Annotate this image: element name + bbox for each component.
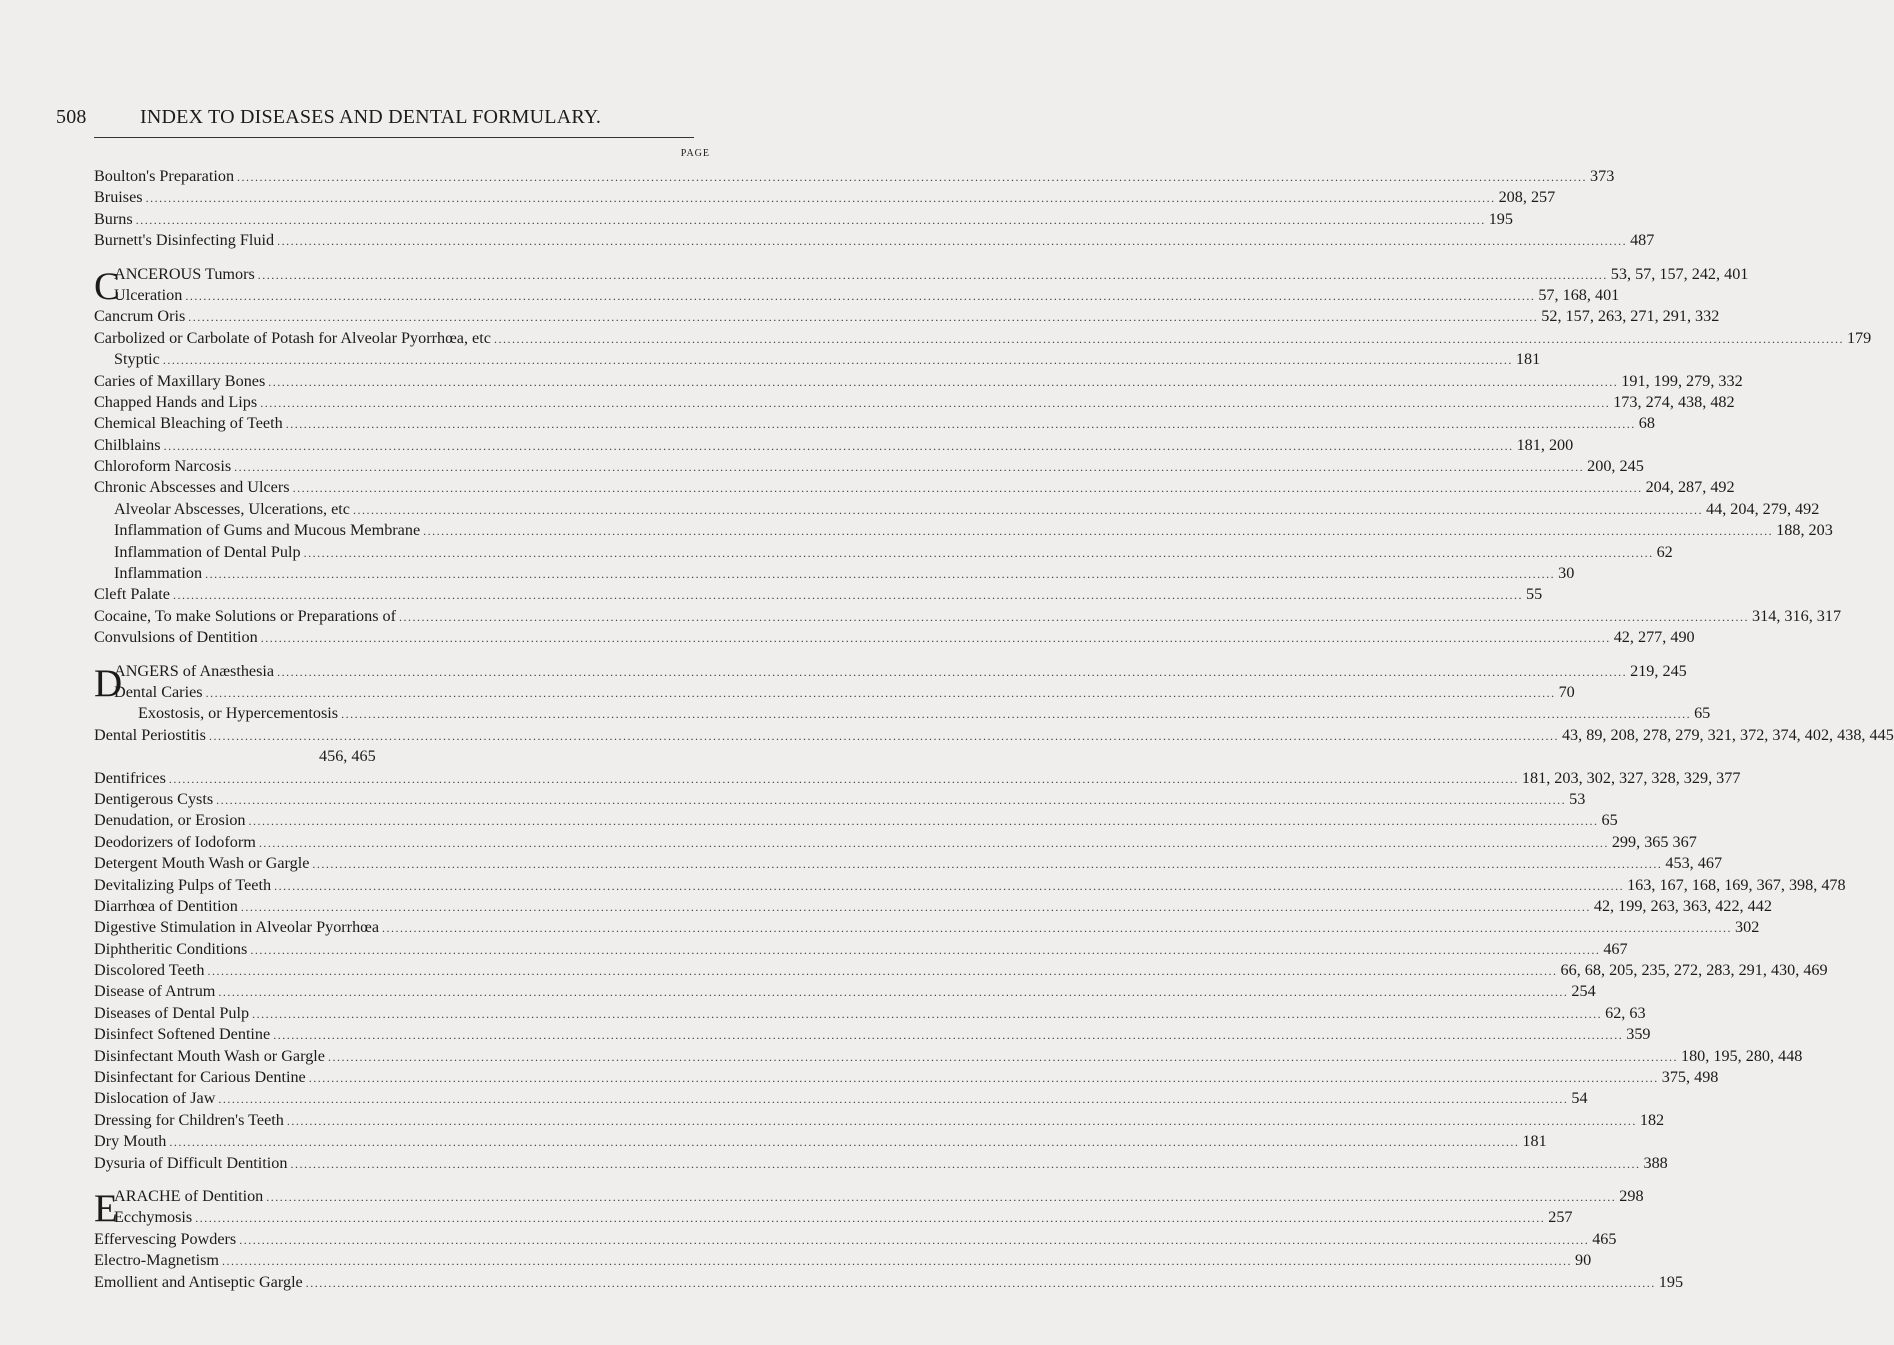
index-entry [94, 499, 1820, 520]
entry-label: Disinfectant Mouth Wash or Gargle [94, 1046, 325, 1065]
entry-label: Exostosis, or Hypercementosis [138, 704, 339, 723]
index-entry [94, 349, 1541, 370]
dot-leader: ............................................................................................................................................................................................................................................................................................................ [145, 191, 1496, 206]
dot-leader: ............................................................................................................................................................................................................................................................................................................ [260, 631, 1611, 646]
index-entry [94, 413, 1655, 434]
entry-pages: 219, 245 [1630, 661, 1687, 680]
entry-pages: 487 [1630, 231, 1655, 250]
page-column-label: PAGE [680, 148, 710, 159]
running-head [56, 106, 746, 134]
entry-label: Burns [94, 209, 133, 228]
entry-label: Dysuria of Difficult Dentition [94, 1153, 288, 1172]
entry-label: Emollient and Antiseptic Gargle [94, 1272, 303, 1291]
dot-leader: ............................................................................................................................................................................................................................................................................................................ [234, 460, 1585, 475]
dot-leader: ............................................................................................................................................................................................................................................................................................................ [205, 685, 1556, 700]
index-entry [94, 960, 1828, 981]
dot-leader: ............................................................................................................................................................................................................................................................................................................ [277, 234, 1628, 249]
entry-label: Discolored Teeth [94, 961, 205, 980]
header-rule [94, 137, 694, 138]
entry-pages: 65 [1694, 704, 1711, 723]
entry-label: Dislocation of Jaw [94, 1089, 216, 1108]
dot-leader: ............................................................................................................................................................................................................................................................................................................ [163, 438, 1514, 453]
index-entry [94, 810, 1618, 831]
entry-label: Chapped Hands and Lips [94, 392, 258, 411]
index-entry [94, 768, 1741, 789]
entry-label: Chloroform Narcosis [94, 457, 232, 476]
entry-label: Chemical Bleaching of Teeth [94, 414, 283, 433]
drop-cap-letter: C [94, 264, 121, 308]
dot-leader: ............................................................................................................................................................................................................................................................................................................ [268, 374, 1619, 389]
entry-pages: 188, 203 [1776, 521, 1833, 540]
entry-pages: 57, 168, 401 [1538, 285, 1620, 304]
entry-pages: 54 [1571, 1089, 1588, 1108]
index-entry [94, 627, 1695, 648]
entry-pages: 173, 274, 438, 482 [1613, 392, 1735, 411]
entry-pages: 181, 203, 302, 327, 328, 329, 377 [1521, 768, 1741, 787]
index-entry [94, 746, 711, 767]
dot-leader: ............................................................................................................................................................................................................................................................................................................ [169, 1135, 1520, 1150]
entry-label: Bruises [94, 188, 143, 207]
dot-leader: ............................................................................................................................................................................................................................................................................................................ [399, 609, 1750, 624]
index-entry [94, 584, 1543, 605]
dot-leader: ............................................................................................................................................................................................................................................................................................................ [274, 878, 1625, 893]
entry-pages: 65 [1601, 811, 1618, 830]
entry-label: Chilblains [94, 435, 161, 454]
entry-label: Devitalizing Pulps of Teeth [94, 875, 272, 894]
entry-pages: 43, 89, 208, 278, 279, 321, 372, 374, 402, 438, 445 [1561, 725, 1894, 744]
entry-pages: 68 [1638, 414, 1655, 433]
index-entry [94, 285, 1620, 306]
entry-label: Disinfectant for Carious Dentine [94, 1068, 306, 1087]
entry-pages: 195 [1488, 209, 1513, 228]
entry-label: Diarrhœa of Dentition [94, 896, 238, 915]
entry-label: Dental Periostitis [94, 725, 206, 744]
entry-pages: 70 [1558, 682, 1575, 701]
dot-leader: ............................................................................................................................................................................................................................................................................................................ [303, 545, 1654, 560]
entry-pages: 191, 199, 279, 332 [1621, 371, 1743, 390]
index-entry [94, 477, 1735, 498]
index-entries [94, 166, 1894, 1293]
dot-leader: ............................................................................................................................................................................................................................................................................................................ [257, 267, 1608, 282]
dot-leader: ............................................................................................................................................................................................................................................................................................................ [308, 1071, 1659, 1086]
dot-leader: ............................................................................................................................................................................................................................................................................................................ [239, 1232, 1590, 1247]
index-entry [94, 1110, 1665, 1131]
index-entry [94, 542, 1673, 563]
index-entry [94, 853, 1723, 874]
entry-label: Effervescing Powders [94, 1229, 237, 1248]
entry-label: Disinfect Softened Dentine [94, 1025, 271, 1044]
dot-leader: ............................................................................................................................................................................................................................................................................................................ [252, 1006, 1603, 1021]
page-number: 508 [56, 106, 87, 128]
entry-pages: 62 [1656, 542, 1673, 561]
index-entry [94, 939, 1628, 960]
entry-pages: 467 [1603, 939, 1628, 958]
index-entry [94, 1003, 1646, 1024]
index-entry [94, 1153, 1668, 1174]
index-entry [94, 1088, 1588, 1109]
entry-pages: 181 [1522, 1132, 1547, 1151]
dot-leader: ............................................................................................................................................................................................................................................................................................................ [221, 1254, 1572, 1269]
entry-pages: 53, 57, 157, 242, 401 [1610, 264, 1749, 283]
entry-label: Ecchymosis [114, 1208, 193, 1227]
entry-label: Dentigerous Cysts [94, 789, 214, 808]
index-entry [94, 166, 1615, 187]
index-entry [94, 1131, 1547, 1152]
entry-label: Cancrum Oris [94, 307, 186, 326]
entry-label: ANCEROUS Tumors [114, 264, 255, 283]
index-entry [94, 230, 1655, 251]
entry-label: Carbolized or Carbolate of Potash for Alveolar Pyorrhœa, etc [94, 328, 491, 347]
index-entry [94, 563, 1575, 584]
dot-leader: ............................................................................................................................................................................................................................................................................................................ [305, 1275, 1656, 1290]
dot-leader: ............................................................................................................................................................................................................................................................................................................ [237, 170, 1588, 184]
index-entry [94, 789, 1586, 810]
dot-leader: ............................................................................................................................................................................................................................................................................................................ [493, 331, 1844, 346]
entry-label: Dentifrices [94, 768, 166, 787]
entry-pages: 254 [1571, 982, 1596, 1001]
entry-pages: 52, 157, 263, 271, 291, 332 [1541, 307, 1720, 326]
entry-label: Caries of Maxillary Bones [94, 371, 266, 390]
entry-label: Dressing for Children's Teeth [94, 1110, 284, 1129]
dot-leader: ............................................................................................................................................................................................................................................................................................................ [208, 728, 1559, 743]
entry-pages: 163, 167, 168, 169, 367, 398, 478 [1627, 875, 1846, 894]
entry-label: Diphtheritic Conditions [94, 939, 248, 958]
entry-label: Inflammation of Gums and Mucous Membrane [114, 521, 421, 540]
entry-label: Alveolar Abscesses, Ulcerations, etc [114, 499, 350, 518]
index-entry [94, 1272, 1684, 1293]
dot-leader: ............................................................................................................................................................................................................................................................................................................ [218, 1092, 1569, 1107]
entry-pages: 373 [1590, 167, 1615, 185]
index-entry [94, 1067, 1719, 1088]
dot-leader: ............................................................................................................................................................................................................................................................................................................ [423, 524, 1774, 539]
entry-pages: 465 [1592, 1229, 1617, 1248]
dot-leader: ............................................................................................................................................................................................................................................................................................................ [353, 502, 1703, 517]
dot-leader: ............................................................................................................................................................................................................................................................................................................ [207, 964, 1558, 979]
entry-pages: 55 [1525, 585, 1543, 604]
entry-pages: 66, 68, 205, 235, 272, 283, 291, 430, 469 [1560, 961, 1828, 980]
index-entry [94, 703, 1711, 724]
index-entry [94, 1207, 1573, 1228]
entry-pages: 302 [1735, 918, 1760, 937]
entry-label: Convulsions of Dentition [94, 628, 258, 647]
entry-label: ANGERS of Anæsthesia [114, 661, 275, 680]
entry-pages: 62, 63 [1605, 1003, 1646, 1022]
dot-leader: ............................................................................................................................................................................................................................................................................................................ [195, 1211, 1546, 1226]
dot-leader: ............................................................................................................................................................................................................................................................................................................ [240, 899, 1591, 914]
entry-pages: 359 [1626, 1025, 1651, 1044]
entry-label: Dry Mouth [94, 1132, 167, 1151]
entry-pages: 200, 245 [1587, 457, 1644, 476]
index-entry [94, 306, 1720, 327]
drop-cap-letter: E [94, 1186, 118, 1230]
entry-label: Detergent Mouth Wash or Gargle [94, 854, 310, 873]
entry-label: ARACHE of Dentition [114, 1186, 264, 1205]
entry-label: Ulceration [114, 285, 183, 304]
entry-label: Disease of Antrum [94, 982, 216, 1001]
entry-label: Chronic Abscesses and Ulcers [94, 478, 290, 497]
entry-pages: 204, 287, 492 [1645, 478, 1735, 497]
entry-label: Boulton's Preparation [94, 167, 235, 185]
entry-pages: 299, 365 367 [1611, 832, 1697, 851]
entry-pages: 375, 498 [1661, 1068, 1719, 1087]
dot-leader: ............................................................................................................................................................................................................................................................................................................ [266, 1189, 1617, 1204]
index-entry [94, 209, 1513, 230]
index-entry [94, 187, 1556, 208]
entry-label: Electro-Magnetism [94, 1251, 219, 1270]
dot-leader: ............................................................................................................................................................................................................................................................................................................ [218, 985, 1569, 1000]
entry-label: Cleft Palate [94, 585, 170, 604]
entry-pages: 388 [1643, 1153, 1668, 1172]
entry-pages: 453, 467 [1665, 854, 1723, 873]
dot-leader: ............................................................................................................................................................................................................................................................................................................ [250, 942, 1601, 957]
index-entry [94, 1024, 1651, 1045]
entry-label: Styptic [114, 350, 160, 369]
entry-pages: 30 [1558, 564, 1575, 583]
entry-pages: 314, 316, 317 [1752, 606, 1842, 625]
index-entry [94, 875, 1846, 896]
index-entry [94, 832, 1697, 853]
dot-leader: ............................................................................................................................................................................................................................................................................................................ [258, 835, 1609, 850]
index-entry [94, 725, 1894, 746]
entry-label: Dental Caries [114, 682, 203, 701]
entry-label: Digestive Stimulation in Alveolar Pyorrhœa [94, 918, 380, 937]
entry-pages: 53 [1569, 789, 1586, 808]
index-entry [94, 371, 1743, 392]
entry-pages: 179 [1846, 328, 1872, 347]
dot-leader: ............................................................................................................................................................................................................................................................................................................ [277, 664, 1628, 679]
entry-pages: 208, 257 [1498, 188, 1556, 207]
dot-leader: ............................................................................................................................................................................................................................................................................................................ [248, 814, 1599, 829]
dot-leader: ............................................................................................................................................................................................................................................................................................................ [292, 481, 1643, 496]
index-entry [94, 456, 1644, 477]
dot-leader: ............................................................................................................................................................................................................................................................................................................ [341, 707, 1692, 722]
dot-leader: ............................................................................................................................................................................................................................................................................................................ [135, 212, 1486, 227]
index-entry [94, 1229, 1617, 1250]
dot-leader: ............................................................................................................................................................................................................................................................................................................ [168, 771, 1519, 786]
index-entry [94, 981, 1596, 1002]
entry-pages: 90 [1574, 1251, 1592, 1270]
dot-leader: ............................................................................................................................................................................................................................................................................................................ [172, 588, 1523, 603]
dot-leader: ............................................................................................................................................................................................................................................................................................................ [286, 1113, 1637, 1128]
dot-leader: ............................................................................................................................................................................................................................................................................................................ [382, 921, 1733, 936]
dot-leader: ............................................................................................................................................................................................................................................................................................................ [273, 1028, 1624, 1043]
index-entry [94, 917, 1760, 938]
dot-leader: ............................................................................................................................................................................................................................................................................................................ [327, 1049, 1678, 1064]
entry-pages: 456, 465 [319, 747, 376, 766]
entry-pages: 298 [1619, 1186, 1644, 1205]
dot-leader: ............................................................................................................................................................................................................................................................................................................ [285, 417, 1636, 432]
entry-label: Deodorizers of Iodoform [94, 832, 256, 851]
dot-leader: ............................................................................................................................................................................................................................................................................................................ [290, 1156, 1641, 1171]
index-entry [94, 1046, 1803, 1067]
entry-pages: 44, 204, 279, 492 [1706, 499, 1820, 518]
entry-pages: 42, 199, 263, 363, 422, 442 [1593, 896, 1772, 915]
index-entry [94, 435, 1574, 456]
index-entry [94, 682, 1575, 703]
entry-label: Inflammation of Dental Pulp [114, 542, 301, 561]
index-entry [94, 606, 1842, 627]
dot-leader: ............................................................................................................................................................................................................................................................................................................ [188, 310, 1539, 325]
index-entry [94, 1250, 1592, 1271]
index-entry [94, 392, 1735, 413]
entry-pages: 181, 200 [1516, 435, 1574, 454]
entry-pages: 42, 277, 490 [1613, 628, 1695, 647]
dot-leader: ............................................................................................................................................................................................................................................................................................................ [216, 792, 1567, 807]
index-entry [94, 328, 1872, 349]
entry-pages: 182 [1639, 1110, 1665, 1129]
dot-leader: ............................................................................................................................................................................................................................................................................................................ [260, 395, 1611, 410]
entry-label: Burnett's Disinfecting Fluid [94, 231, 275, 250]
entry-label: Cocaine, To make Solutions or Preparations of [94, 606, 397, 625]
dot-leader: ............................................................................................................................................................................................................................................................................................................ [312, 857, 1663, 872]
page-title: INDEX TO DISEASES AND DENTAL FORMULARY. [140, 106, 602, 128]
entry-pages: 181 [1515, 350, 1541, 369]
index-entry [94, 520, 1833, 541]
drop-cap-letter: D [94, 661, 123, 705]
dot-leader: ............................................................................................................................................................................................................................................................................................................ [185, 288, 1536, 303]
dot-leader: ............................................................................................................................................................................................................................................................................................................ [205, 567, 1556, 582]
entry-pages: 257 [1548, 1208, 1573, 1227]
entry-label: Denudation, or Erosion [94, 811, 246, 830]
entry-pages: 180, 195, 280, 448 [1680, 1046, 1803, 1065]
entry-label: Diseases of Dental Pulp [94, 1003, 250, 1022]
entry-pages: 195 [1658, 1272, 1684, 1291]
dot-leader: ............................................................................................................................................................................................................................................................................................................ [162, 353, 1513, 368]
entry-label: Inflammation [114, 564, 203, 583]
index-entry [94, 896, 1772, 917]
